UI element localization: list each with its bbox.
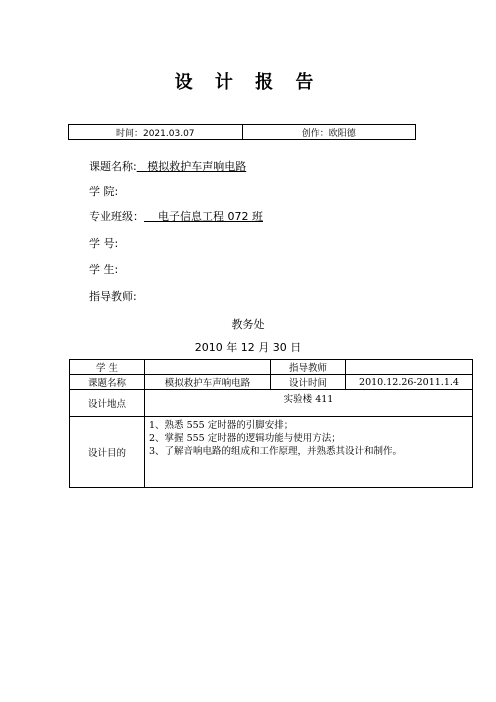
list-item: 1、熟悉 555 定时器的引脚安排； xyxy=(149,420,294,431)
table-row xyxy=(70,390,473,417)
student-no-field: 学 号: xyxy=(89,237,119,250)
class-value: 电子信息工程 072 班 xyxy=(158,210,263,223)
time-value-cell: 2010.12.26-2011.1.4 xyxy=(346,375,473,390)
college-field: 学 院: xyxy=(89,185,119,198)
place-value-cell: 实验楼 411 xyxy=(145,390,473,417)
time-cell: 时间：2021.03.07 xyxy=(69,125,243,140)
info-table xyxy=(69,359,473,488)
class-label: 专业班级： xyxy=(89,210,144,223)
teacher-value-cell xyxy=(346,360,473,375)
document-title: 设 计 报 告 xyxy=(174,72,322,93)
table-row xyxy=(70,417,473,488)
place-label-cell: 设计地点 xyxy=(70,390,145,417)
office-name: 教务处 xyxy=(231,318,265,331)
time-label-cell: 设计时间 xyxy=(271,375,346,390)
report-date: 2010 年 12 月 30 日 xyxy=(194,341,302,354)
student-field: 学 生: xyxy=(89,263,119,276)
student-label-cell: 学 生 xyxy=(70,360,145,375)
topic-value: 模拟救护车声响电路 xyxy=(147,160,247,173)
teacher-field: 指导教师: xyxy=(89,290,137,303)
topic-field xyxy=(89,158,246,174)
student-value-cell xyxy=(145,360,271,375)
topic-label: 课题名称: xyxy=(89,160,137,173)
topic-label-cell: 课题名称 xyxy=(70,375,145,390)
purpose-label-cell: 设计目的 xyxy=(70,417,145,488)
list-item: 2、掌握 555 定时器的逻辑功能与使用方法； xyxy=(149,433,341,444)
teacher-label-cell: 指导教师 xyxy=(271,360,346,375)
table-row xyxy=(70,375,473,390)
topic-value-cell: 模拟救护车声响电路 xyxy=(145,375,271,390)
meta-table xyxy=(68,124,416,140)
list-item: 3、了解音响电路的组成和工作原理，并熟悉其设计和制作。 xyxy=(149,446,403,457)
purpose-list xyxy=(145,417,473,488)
table-row xyxy=(70,360,473,375)
class-field xyxy=(89,208,263,224)
author-cell: 创作：欧阳德 xyxy=(242,125,416,140)
